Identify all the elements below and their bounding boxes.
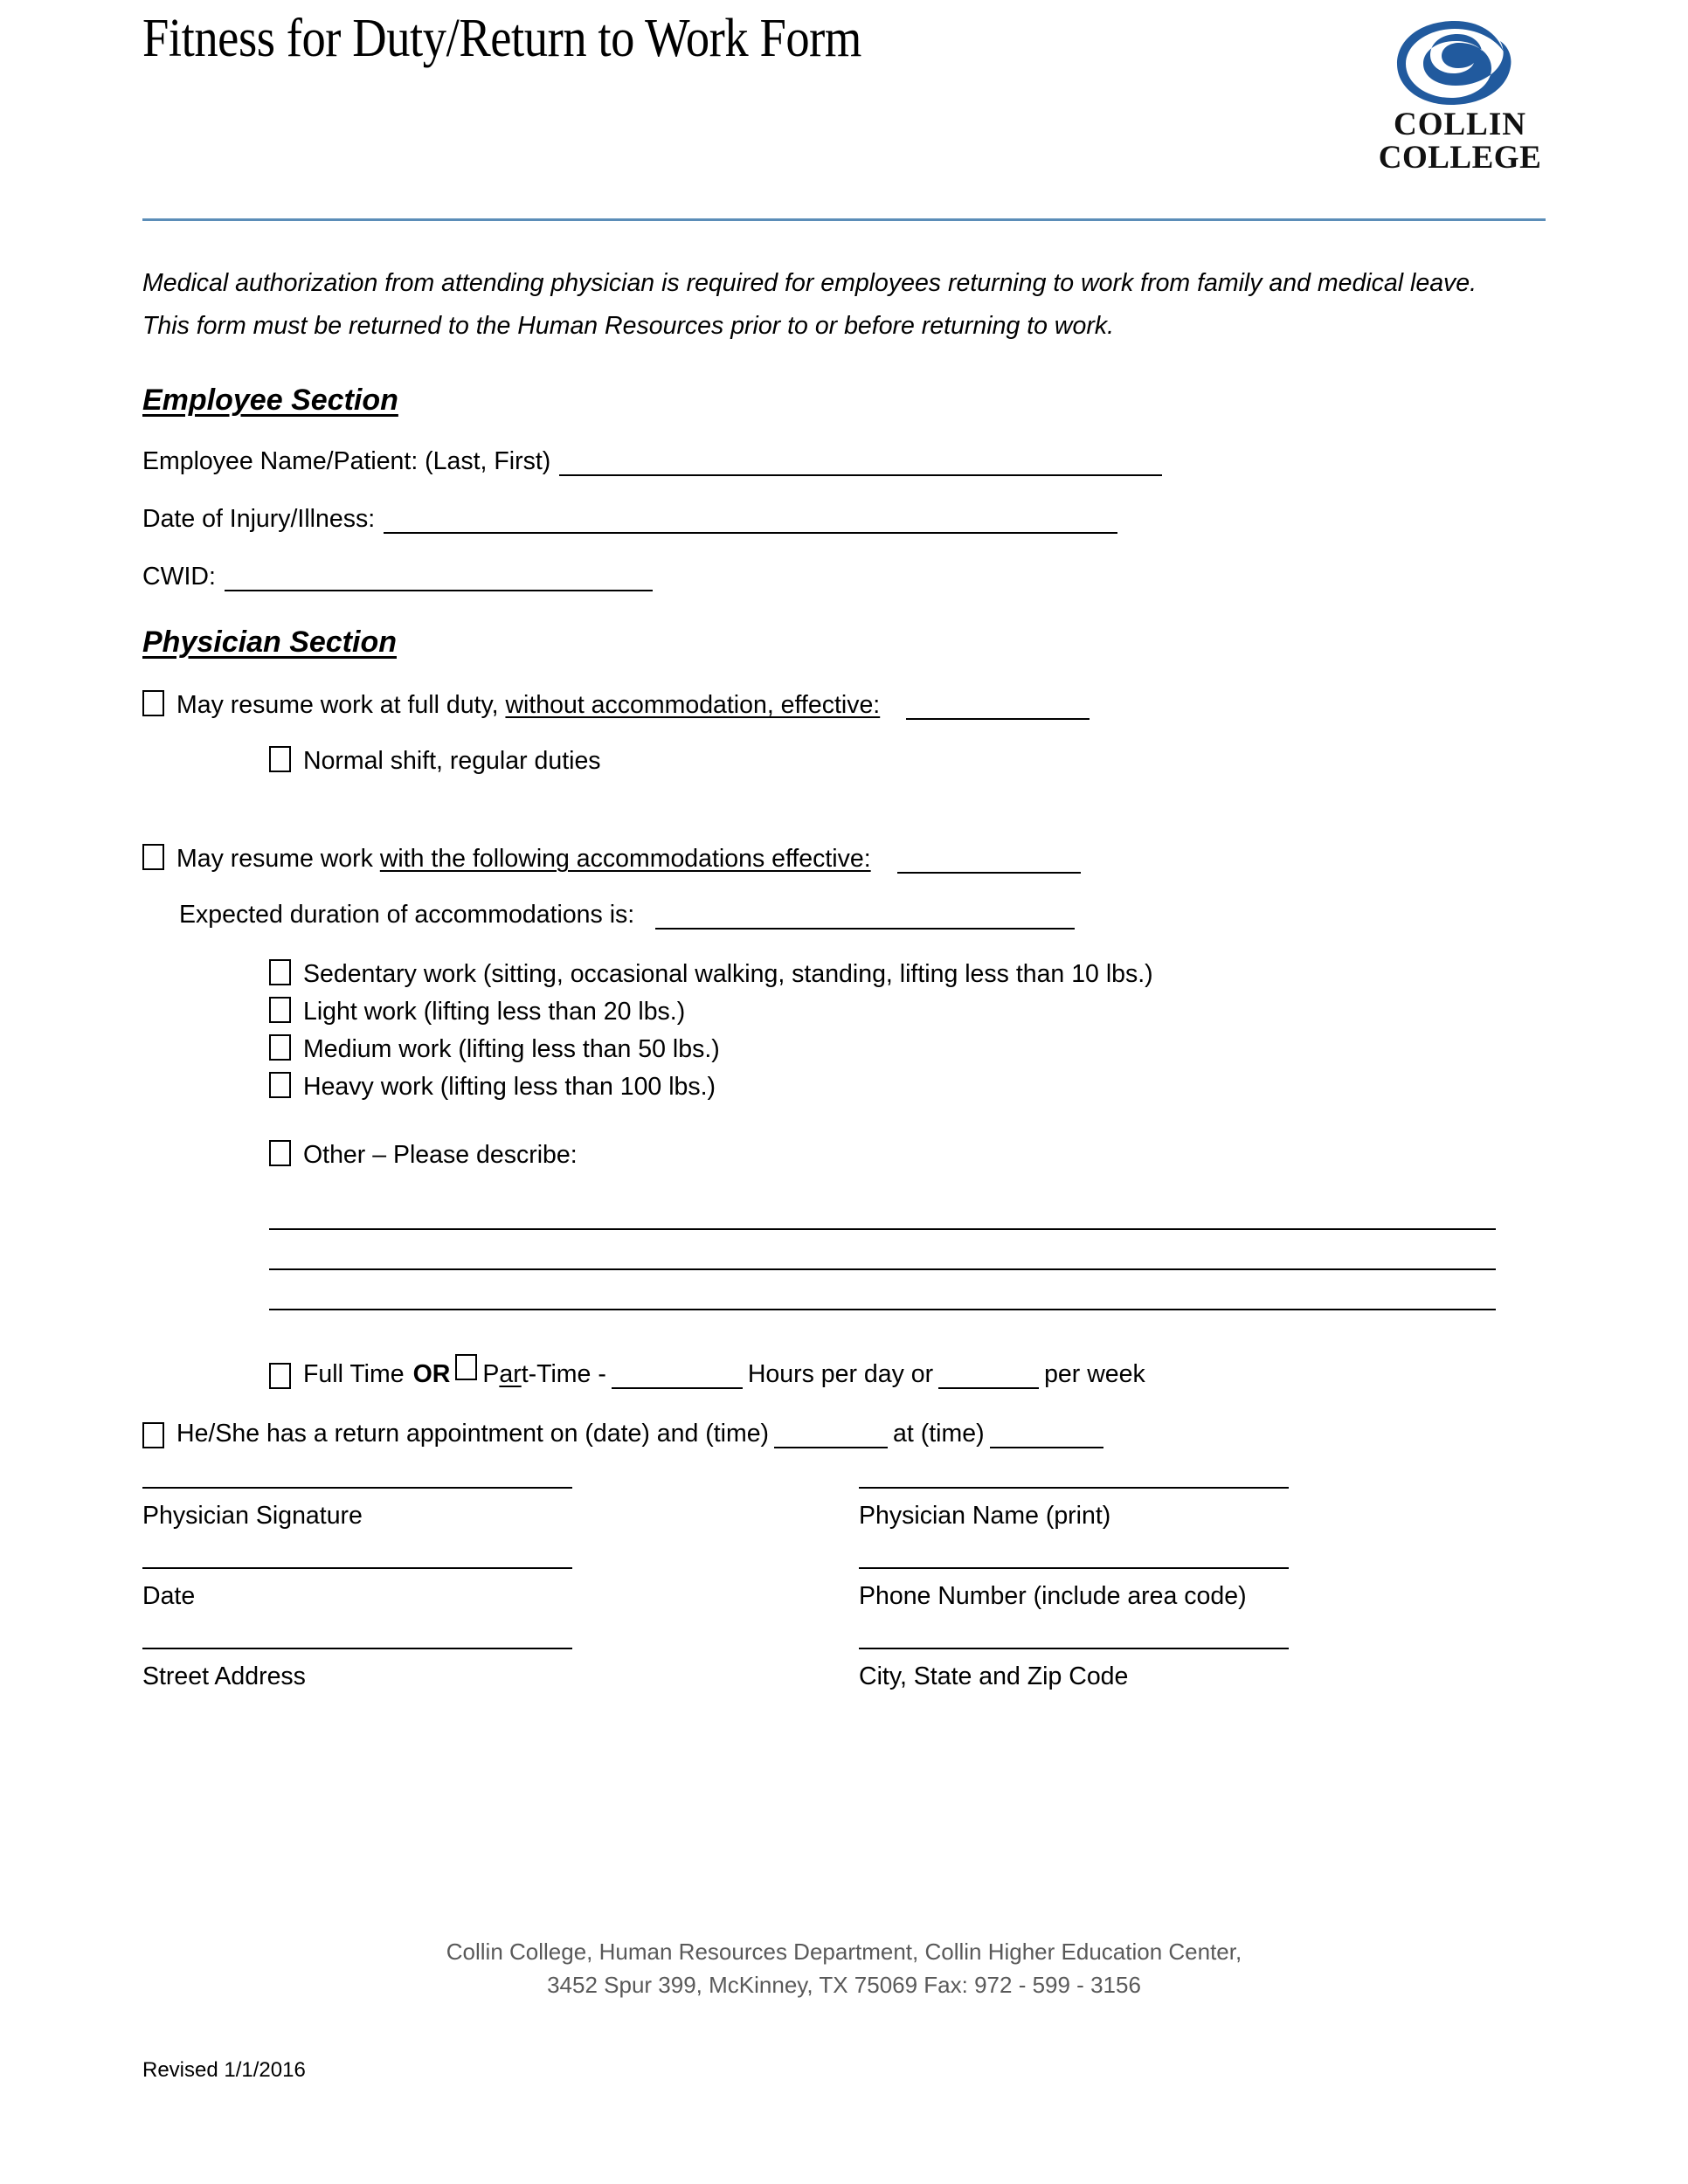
signature-cell	[142, 1567, 771, 1611]
signature-row	[142, 1567, 1558, 1611]
logo-line-collin: COLLIN	[1394, 107, 1526, 142]
signature-row	[142, 1648, 1558, 1691]
city-state-zip-input[interactable]	[859, 1648, 1289, 1649]
checkbox-return-appointment[interactable]	[142, 1422, 164, 1448]
checkbox-sedentary-work[interactable]	[269, 959, 291, 985]
normal-shift-label: Normal shift, regular duties	[303, 747, 601, 775]
accommodations-label-plain: May resume work	[176, 845, 380, 873]
full-duty-label-underlined: without accommodation, effective:	[505, 691, 881, 719]
date-of-injury-field-row	[142, 504, 1558, 534]
physician-signature-input[interactable]	[142, 1487, 572, 1489]
date-label: Date	[142, 1582, 196, 1610]
street-address-input[interactable]	[142, 1648, 572, 1649]
work-level-list	[142, 959, 1558, 1102]
checkbox-light-work[interactable]	[269, 997, 291, 1023]
full-time-label: Full Time	[303, 1360, 405, 1388]
checkbox-part-time[interactable]	[455, 1354, 477, 1380]
phone-number-input[interactable]	[859, 1567, 1289, 1569]
footer-line-1: Collin College, Human Resources Department, Collin Higher Education Center,	[446, 1939, 1242, 1965]
signature-block	[142, 1487, 1558, 1691]
cwid-input[interactable]	[225, 568, 653, 591]
return-appointment-label-b: at (time)	[893, 1420, 985, 1448]
other-describe-row[interactable]	[269, 1140, 1558, 1170]
employee-section-heading: Employee Section	[142, 384, 398, 417]
part-time-suffix: t-Time -	[521, 1360, 606, 1388]
work-level-item-heavy[interactable]	[269, 1072, 1558, 1102]
full-duty-row[interactable]	[142, 690, 1558, 720]
checkbox-heavy-work[interactable]	[269, 1072, 291, 1098]
revision-date: Revised 1/1/2016	[142, 2058, 306, 2082]
return-appointment-date-input[interactable]	[774, 1427, 888, 1448]
collin-college-logo	[1374, 17, 1546, 183]
hours-per-day-label: Hours per day or	[747, 1360, 934, 1388]
checkbox-medium-work[interactable]	[269, 1034, 291, 1061]
full-duty-label-plain: May resume work at full duty,	[176, 691, 506, 719]
other-describe-write-in-area[interactable]	[142, 1227, 1558, 1310]
signature-cell	[859, 1487, 1488, 1531]
accommodations-label	[176, 844, 1086, 874]
physician-name-input[interactable]	[859, 1487, 1289, 1489]
accommodations-effective-date-input[interactable]	[897, 853, 1081, 874]
employee-name-input[interactable]	[559, 453, 1162, 476]
cwid-field-row	[142, 562, 1558, 591]
physician-signature-label: Physician Signature	[142, 1502, 363, 1530]
document-footer	[0, 1935, 1688, 2001]
return-appointment-row[interactable]	[142, 1419, 1558, 1448]
part-time-label	[482, 1359, 605, 1389]
checkbox-full-duty[interactable]	[142, 690, 164, 716]
write-in-line[interactable]	[269, 1268, 1496, 1270]
checkbox-other[interactable]	[269, 1140, 291, 1166]
part-time-prefix: P	[482, 1360, 500, 1388]
document-body	[142, 262, 1558, 1691]
return-appointment-time-input[interactable]	[990, 1427, 1103, 1448]
page-title: Fitness for Duty/Return to Work Form	[142, 9, 861, 68]
accommodations-row[interactable]	[142, 844, 1558, 874]
schedule-label-group	[303, 1354, 1145, 1389]
work-level-item-medium[interactable]	[269, 1034, 1558, 1064]
signature-cell	[859, 1648, 1488, 1691]
employee-name-label: Employee Name/Patient: (Last, First)	[142, 447, 551, 475]
physician-section-heading: Physician Section	[142, 625, 397, 659]
hours-per-week-input[interactable]	[938, 1368, 1039, 1389]
logo-line-college: COLLEGE	[1378, 140, 1542, 176]
expected-duration-input[interactable]	[655, 906, 1075, 930]
per-week-label: per week	[1044, 1360, 1145, 1388]
write-in-line[interactable]	[269, 1227, 1496, 1230]
return-appointment-label-a: He/She has a return appointment on (date) and (time)	[176, 1420, 770, 1448]
document-header	[142, 0, 1546, 214]
work-level-label: Heavy work (lifting less than 100 lbs.)	[303, 1073, 716, 1101]
signature-row	[142, 1487, 1558, 1531]
employee-name-field-row	[142, 446, 1558, 476]
checkbox-accommodations[interactable]	[142, 844, 164, 870]
city-state-zip-label: City, State and Zip Code	[859, 1662, 1129, 1690]
full-duty-label	[176, 690, 1095, 720]
or-label: OR	[412, 1360, 451, 1388]
part-time-underlined: ar	[499, 1360, 522, 1388]
street-address-label: Street Address	[142, 1662, 306, 1690]
date-of-injury-label: Date of Injury/Illness:	[142, 505, 376, 533]
return-appointment-label-group	[176, 1419, 1109, 1448]
date-input[interactable]	[142, 1567, 572, 1569]
signature-cell	[859, 1567, 1488, 1611]
hours-per-day-input[interactable]	[612, 1368, 743, 1389]
normal-shift-row[interactable]	[269, 746, 1558, 776]
work-level-label: Sedentary work (sitting, occasional walking, standing, lifting less than 10 lbs.)	[303, 960, 1153, 988]
collin-college-swirl-icon	[1394, 17, 1516, 108]
work-level-item-light[interactable]	[269, 997, 1558, 1026]
intro-paragraph: Medical authorization from attending physician is required for employees returning to work from family and medical leave. This form must be returned to the Human Resources prior to or before returning to work.	[142, 269, 1477, 340]
expected-duration-label: Expected duration of accommodations is:	[179, 901, 635, 929]
phone-number-label: Phone Number (include area code)	[859, 1582, 1247, 1610]
write-in-line[interactable]	[269, 1308, 1496, 1310]
date-of-injury-input[interactable]	[384, 510, 1117, 534]
expected-duration-row	[179, 900, 1558, 930]
work-level-item-sedentary[interactable]	[269, 959, 1558, 989]
work-level-label: Light work (lifting less than 20 lbs.)	[303, 998, 686, 1026]
accommodations-label-underlined: with the following accommodations effective:	[379, 845, 871, 873]
header-divider	[142, 218, 1546, 221]
cwid-label: CWID:	[142, 563, 216, 591]
schedule-row[interactable]	[269, 1354, 1558, 1389]
logo-wordmark	[1374, 108, 1546, 175]
checkbox-full-time[interactable]	[269, 1363, 291, 1389]
signature-cell	[142, 1648, 771, 1691]
physician-name-label: Physician Name (print)	[859, 1502, 1111, 1530]
checkbox-normal-shift[interactable]	[269, 746, 291, 772]
other-describe-label: Other – Please describe:	[303, 1141, 578, 1169]
work-level-label: Medium work (lifting less than 50 lbs.)	[303, 1035, 720, 1063]
full-duty-effective-date-input[interactable]	[906, 699, 1090, 720]
signature-cell	[142, 1487, 771, 1531]
footer-line-2: 3452 Spur 399, McKinney, TX 75069 Fax: 972 - 599 - 3156	[547, 1972, 1141, 1998]
